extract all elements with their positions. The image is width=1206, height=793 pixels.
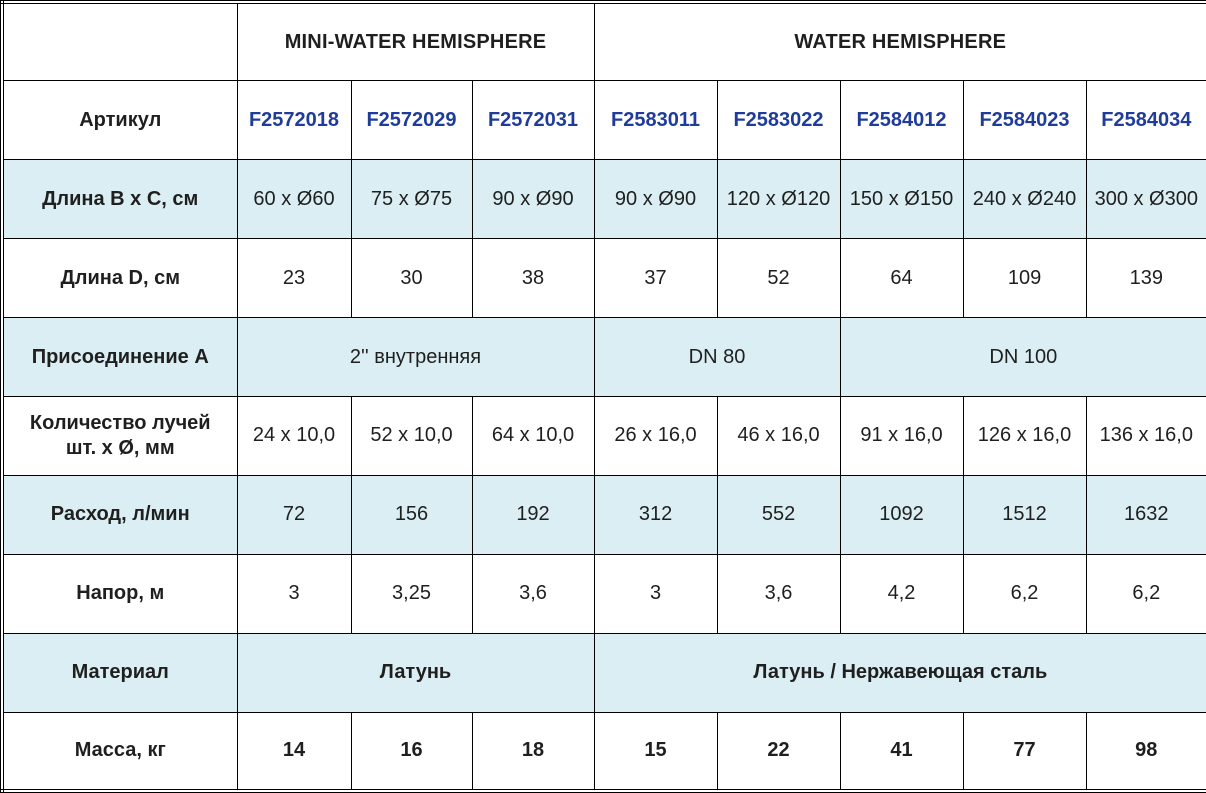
article-cell: F2584034 [1086,81,1206,160]
length-bc-cell: 90 x Ø90 [594,160,717,239]
group-header-mini-water: MINI-WATER HEMISPHERE [237,2,594,81]
length-d-cell: 37 [594,239,717,318]
length-d-cell: 38 [472,239,594,318]
head-cell: 3 [594,554,717,633]
flow-cell: 192 [472,475,594,554]
length-d-cell: 52 [717,239,840,318]
row-label-length-bc: Длина B x C, см [2,160,237,239]
row-label-material: Материал [2,633,237,712]
mass-cell: 14 [237,712,351,791]
length-d-cell: 64 [840,239,963,318]
mass-cell: 41 [840,712,963,791]
mass-cell: 77 [963,712,1086,791]
length-d-cell: 30 [351,239,472,318]
rays-cell: 64 x 10,0 [472,396,594,475]
rays-label-line1: Количество лучей [29,411,211,434]
length-d-cell: 139 [1086,239,1206,318]
article-cell: F2572018 [237,81,351,160]
length-bc-cell: 240 x Ø240 [963,160,1086,239]
group-header-water: WATER HEMISPHERE [594,2,1206,81]
article-cell: F2584012 [840,81,963,160]
row-label-mass: Масса, кг [2,712,237,791]
flow-cell: 72 [237,475,351,554]
length-d-cell: 23 [237,239,351,318]
article-cell: F2572029 [351,81,472,160]
head-cell: 3 [237,554,351,633]
flow-cell: 552 [717,475,840,554]
mass-cell: 18 [472,712,594,791]
article-cell: F2583011 [594,81,717,160]
corner-cell [2,2,237,81]
flow-cell: 1092 [840,475,963,554]
material-mini-cell: Латунь [237,633,594,712]
head-cell: 3,25 [351,554,472,633]
mass-cell: 98 [1086,712,1206,791]
length-bc-cell: 120 x Ø120 [717,160,840,239]
row-mass [2,712,1206,791]
length-d-cell: 109 [963,239,1086,318]
article-cell: F2584023 [963,81,1086,160]
head-cell: 6,2 [1086,554,1206,633]
rays-cell: 126 x 16,0 [963,396,1086,475]
row-label-connection: Присоединение А [2,318,237,397]
rays-cell: 91 x 16,0 [840,396,963,475]
row-label-flow: Расход, л/мин [2,475,237,554]
row-flow [2,475,1206,554]
article-cell: F2572031 [472,81,594,160]
rays-cell: 26 x 16,0 [594,396,717,475]
row-article [2,81,1206,160]
mass-cell: 22 [717,712,840,791]
head-cell: 6,2 [963,554,1086,633]
row-length-d [2,239,1206,318]
length-bc-cell: 150 x Ø150 [840,160,963,239]
head-cell: 3,6 [717,554,840,633]
connection-dn100-cell: DN 100 [840,318,1206,397]
length-bc-cell: 75 x Ø75 [351,160,472,239]
article-cell: F2583022 [717,81,840,160]
flow-cell: 1512 [963,475,1086,554]
head-cell: 4,2 [840,554,963,633]
material-water-cell: Латунь / Нержавеющая сталь [594,633,1206,712]
row-label-head: Напор, м [2,554,237,633]
row-rays [2,396,1206,475]
mass-cell: 16 [351,712,472,791]
rays-label-line2: шт. x Ø, мм [65,436,175,459]
length-bc-cell: 90 x Ø90 [472,160,594,239]
row-label-article: Артикул [2,81,237,160]
row-length-bc [2,160,1206,239]
head-cell: 3,6 [472,554,594,633]
rays-cell: 24 x 10,0 [237,396,351,475]
connection-mini-cell: 2'' внутренняя [237,318,594,397]
length-bc-cell: 60 x Ø60 [237,160,351,239]
rays-cell: 136 x 16,0 [1086,396,1206,475]
row-connection [2,318,1206,397]
row-label-length-d: Длина D, см [2,239,237,318]
length-bc-cell: 300 x Ø300 [1086,160,1206,239]
flow-cell: 156 [351,475,472,554]
row-material [2,633,1206,712]
row-head [2,554,1206,633]
row-label-rays [2,396,237,475]
flow-cell: 1632 [1086,475,1206,554]
rays-cell: 46 x 16,0 [717,396,840,475]
flow-cell: 312 [594,475,717,554]
rays-cell: 52 x 10,0 [351,396,472,475]
group-header-row [2,2,1206,81]
mass-cell: 15 [594,712,717,791]
connection-dn80-cell: DN 80 [594,318,840,397]
